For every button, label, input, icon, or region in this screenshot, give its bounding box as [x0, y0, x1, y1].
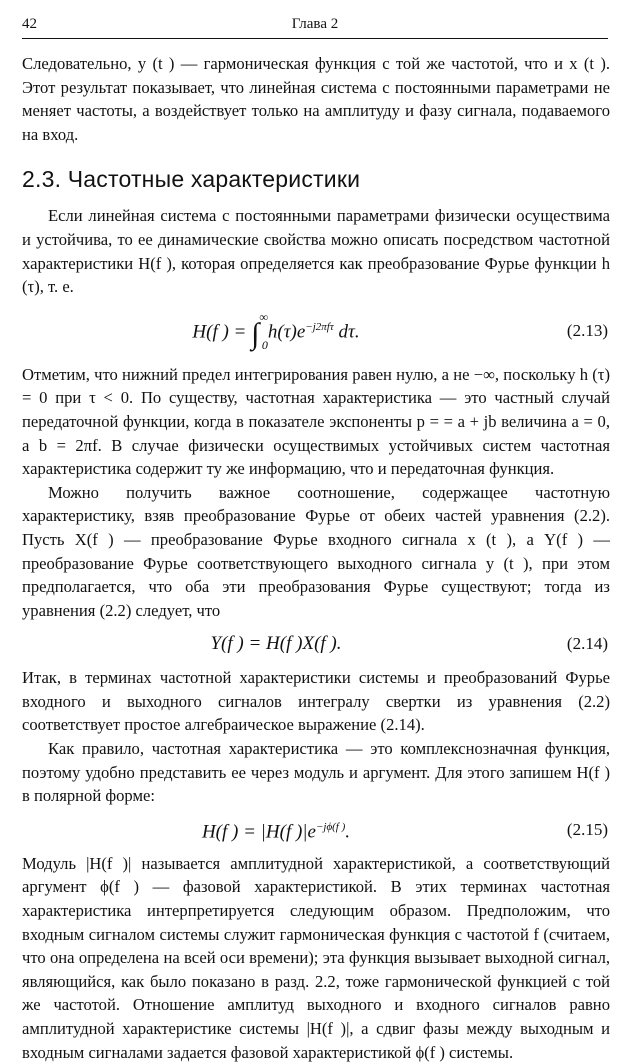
eq13-body: h(τ)e	[267, 321, 306, 343]
paragraph-4: Можно получить важное соотношение, содержащее частотную характеристику, взяв преобразование Фурье от обеих частей уравнения (2.2). Пусть X(f ) — преобразование Фурье входного сигнала x (t ), а Y(f ) — преобразование Фурье соответствующего выходного сигнала y (t ), при этом предполагается, что оба эти преобразования Фурье существуют; тогда из уравнения (2.2) следует, что	[22, 482, 610, 620]
equation-2-15	[22, 808, 610, 852]
integral-sign: ∫	[251, 317, 260, 351]
equation-2-14	[22, 622, 610, 666]
eq13-tail: dτ.	[333, 321, 360, 343]
section-title: Частотные характеристики	[67, 166, 361, 193]
equation-2-14-formula: Y(f ) = H(f )X(f ).	[210, 633, 342, 655]
body-text	[22, 52, 610, 1064]
eq13-exponent: −j2πfτ	[305, 320, 334, 333]
equation-2-13	[22, 299, 610, 363]
eq15-body: H(f ) = |H(f )|e	[201, 821, 316, 843]
eq15-tail: .	[345, 821, 351, 843]
page-number: 42	[22, 16, 37, 32]
eq13-lhs: H(f ) =	[192, 321, 252, 343]
eq13-lower-limit: 0	[261, 338, 268, 353]
paragraph-2: Если линейная система с постоянными параметрами физически осуществима и устойчива, то ее динамические свойства можно описать посредством частотной характеристики H(f ), которая определяется как преобразование Фурье функции h (τ), т. е.	[22, 206, 610, 297]
paragraph-6: Как правило, частотная характеристика — это комплекснозначная функция, поэтому удобно представить ее через модуль и аргумент. Для этого запишем H(f ) в полярной форме:	[22, 739, 610, 806]
paragraph-7: Модуль |H(f )| называется амплитудной характеристикой, а соответствующий аргумент ϕ(f ) — фазовой характеристикой. В этих терминах частотная характеристика интерпретируется следующим образом. Предположим, что входным сигналом системы служит гармоническая функция с частотой f (считаем, что она определена на всей оси времени); эта функция вызывает выходной сигнал, являющийся, как было показано в разд. 2.2, тоже гармонической функцией с той же частотой. Отношение амплитуд выходного и входного сигналов равно амплитудной характеристике системы |H(f )|, а сдвиг фазы между выходным и входным сигналами задается фазовой характеристикой ϕ(f ) системы.	[22, 853, 610, 1062]
section-number: 2.3.	[22, 166, 62, 193]
equation-2-13-formula	[22, 310, 530, 353]
running-header	[22, 14, 608, 39]
equation-2-15-formula	[22, 816, 530, 844]
paragraph-3: Отметим, что нижний предел интегрирования равен нулю, а не −∞, поскольку h (τ) = 0 при τ < 0. По существу, частотная характеристика — это частный случай передаточной функции, когда в показателе экспоненты p = = a + jb величина a = 0, а b = 2πf. В случае физически осуществимых устойчивых систем частотная характеристика содержит ту же информацию, что и передаточная функция.	[22, 364, 610, 479]
equation-number: (2.13)	[566, 320, 608, 340]
equation-number: (2.15)	[566, 820, 608, 840]
paragraph-5: Итак, в терминах частотной характеристики системы и преобразований Фурье входного и выходного сигналов интегралу свертки из уравнения (2.2) соответствует простое алгебраическое выражение (2.14).	[22, 668, 610, 735]
equation-number: (2.14)	[566, 634, 608, 654]
eq15-exponent: −jϕ(f )	[315, 820, 346, 833]
eq13-upper-limit: ∞	[259, 310, 268, 325]
chapter-title: Глава 2	[291, 16, 339, 32]
section-heading	[22, 164, 610, 194]
paragraph-1: Следовательно, y (t ) — гармоническая функция с той же частотой, что и x (t ). Этот результат показывает, что линейная система с постоянными параметрами не меняет частоты, а воздействует только на амплитуду и фазу сигнала, подаваемого на вход.	[22, 54, 610, 144]
